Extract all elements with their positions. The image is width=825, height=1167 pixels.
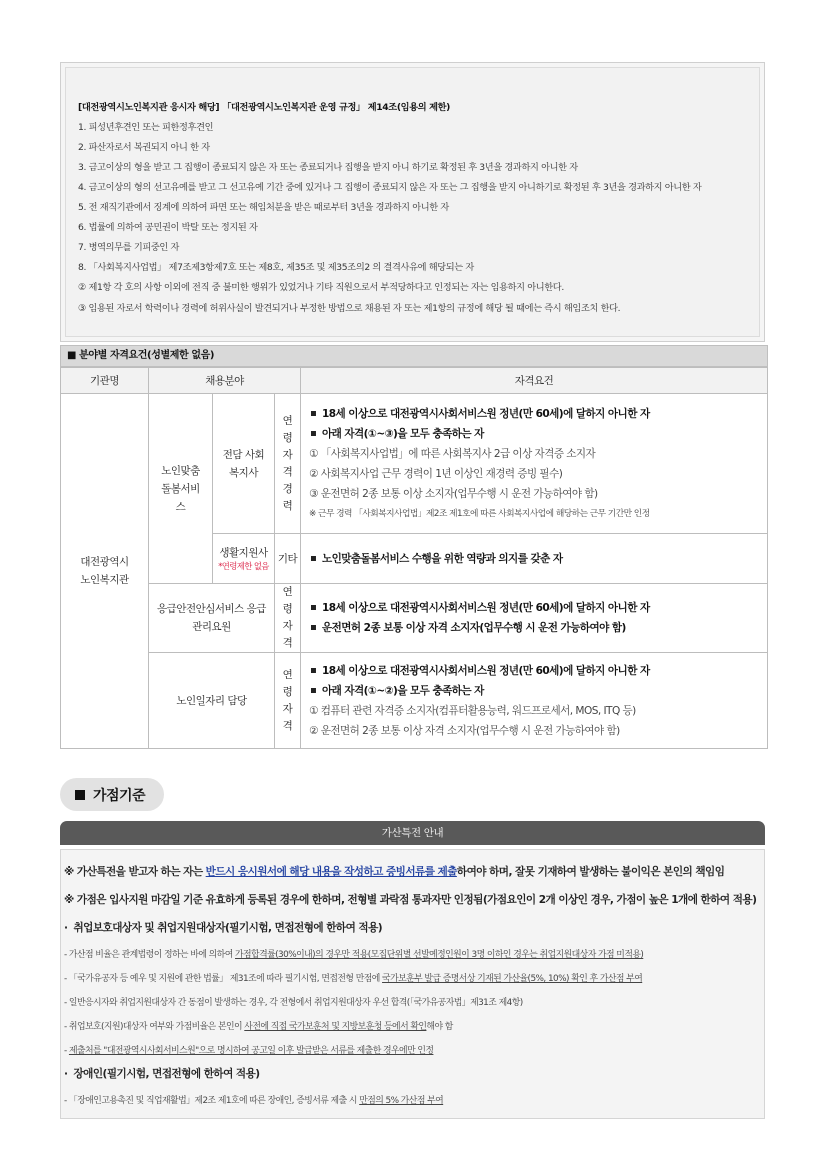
- bonus-title-bar: 가산특전 안내: [60, 821, 765, 845]
- criteria-cell: [275, 584, 301, 653]
- disqualification-item: 5. 전 재직기관에서 징계에 의하여 파면 또는 해임처분을 받은 때로부터 3년을 경과하지 아니한 자: [78, 202, 449, 213]
- bonus-line: - 「장애인고용촉진 및 직업재활법」제2조 제1호에 따른 장애인, 증빙서류 제출 시 만점의 5% 가산점 부여: [64, 1096, 444, 1106]
- disqualification-item: 6. 법률에 의하여 공민권이 박탈 또는 정지된 자: [78, 222, 258, 233]
- requirement-item: 아래 자격(①~②)을 모두 충족하는 자: [309, 681, 765, 701]
- section-header: [60, 778, 164, 811]
- bonus-line: · 장애인(필기시험, 면접전형에 한하여 적용): [64, 1066, 260, 1081]
- disqualification-heading: [대전광역시노인복지관 응시자 해당] 「대전광역시노인복지관 운영 규정」 제14조(임용의 제한): [78, 102, 450, 113]
- disqualification-item: 2. 파산자로서 복권되지 아니 한 자: [78, 142, 210, 153]
- field-social-worker: 전담 사회복지사: [222, 448, 265, 479]
- requirement-item: 아래 자격(①~③)을 모두 충족하는 자: [309, 424, 765, 444]
- section-title: 가점기준: [93, 787, 146, 804]
- requirement-item: 18세 이상으로 대전광역시사회서비스원 정년(만 60세)에 달하지 아니한 자: [309, 404, 765, 424]
- bonus-line: ※ 가점은 입사지원 마감일 기준 유효하게 등록된 경우에 한하며, 전형별 과락점 통과자만 인정됨(가점요인이 2개 이상인 경우, 가점이 높은 1개에 한하여 적용): [64, 894, 757, 906]
- header-requirements: 자격요건: [301, 368, 768, 394]
- requirement-item: ② 운전면허 2종 보통 이상 자격 소지자(업무수행 시 운전 가능하여야 함): [309, 724, 620, 737]
- square-bullet-icon: [75, 790, 85, 800]
- disqualification-item: 7. 병역의무를 기피중인 자: [78, 242, 180, 253]
- bonus-line: - 일반응시자와 취업지원대상자 간 동점이 발생하는 경우, 각 전형에서 취업지원대상자 우선 합격(「국가유공자법」제31조 제4항): [64, 998, 523, 1008]
- requirement-item: 운전면허 2종 보통 이상 자격 소지자(업무수행 시 운전 가능하여야 함): [309, 618, 765, 638]
- disqualification-item: 8. 「사회복지사업법」 제7조제3항제7호 또는 제8호, 제35조 및 제35조의2 의 결격사유에 해당되는 자: [78, 262, 474, 273]
- requirements-cell: [301, 584, 768, 653]
- qualification-caption: ■ 분야별 자격요건(성별제한 없음): [60, 345, 768, 367]
- table-row: [61, 584, 768, 653]
- requirement-item: ② 사회복지사업 근무 경력이 1년 이상인 재경력 증빙 필수): [309, 467, 563, 480]
- bonus-line: - 취업보호(지원)대상자 여부와 가점비율은 본인이 사전에 직접 국가보훈처 및 지방보훈청 등에서 확인해야 함: [64, 1022, 453, 1032]
- criteria-social-worker: 연령 자격 경력: [282, 414, 293, 512]
- disqualification-inner: [65, 67, 760, 337]
- bonus-line: · 취업보호대상자 및 취업지원대상자(필기시험, 면접전형에 한하여 적용): [64, 920, 382, 935]
- table-row: [61, 394, 768, 534]
- requirement-item: 18세 이상으로 대전광역시사회서비스원 정년(만 60세)에 달하지 아니한 자: [309, 598, 765, 618]
- table-row: [61, 653, 768, 749]
- bonus-line: - 가산점 비율은 관계법령이 정하는 바에 의하여 가점합격률(30%이내)의 경우만 적용(모집단위별 선발예정인원이 3명 이하인 경우는 취업지원대상자 가점 미적용): [64, 950, 644, 960]
- field-cell: [149, 584, 275, 653]
- bonus-line: ※ 가산특전을 받고자 하는 자는 반드시 응시원서에 해당 내용을 작성하고 증빙서류를 제출하여야 하며, 잘못 기재하여 발생하는 불이익은 본인의 책임임: [64, 866, 725, 878]
- institution-cell: [61, 394, 149, 749]
- table-header-row: [61, 368, 768, 394]
- field-life-supporter-note: *연령제한 없음: [218, 560, 269, 571]
- institution-name: 대전광역시 노인복지관: [80, 556, 129, 586]
- field-cell: [213, 394, 275, 534]
- disqualification-item: 4. 금고이상의 형의 선고유예를 받고 그 선고유예 기간 중에 있거나 그 집행이 종료되지 않은 자 또는 그 집행을 받지 아니하기로 확정된 후 3년을 경과하지 아니한 자: [78, 182, 702, 193]
- qualification-table: [60, 367, 768, 749]
- bonus-line: - 「국가유공자 등 예우 및 지원에 관한 법률」 제31조에 따라 필기시험, 면접전형 만점에 국가보훈부 발급 증명서상 기재된 가산율(5%, 10%) 확인 후 가산점 부여: [64, 974, 643, 984]
- requirement-item: ① 「사회복지사업법」에 따른 사회복지사 2급 이상 자격증 소지자: [309, 447, 596, 460]
- criteria-cell: 기타: [275, 534, 301, 584]
- requirements-cell: [301, 653, 768, 749]
- bonus-box: [60, 849, 765, 1119]
- field-cell: [213, 534, 275, 584]
- requirement-item: 노인맞춤돌봄서비스 수행을 위한 역량과 의지를 갖춘 자: [309, 549, 765, 569]
- disqualification-item: 1. 피성년후견인 또는 피한정후견인: [78, 122, 214, 133]
- field-emergency: 응급안전안심서비스 응급관리요원: [157, 603, 266, 633]
- criteria-cell: [275, 653, 301, 749]
- requirement-note: ※ 근무 경력 「사회복지사업법」제2조 제1호에 따른 사회복지사업에 해당하는 근무 기간만 인정: [309, 508, 650, 519]
- requirement-item: ③ 운전면허 2종 보통 이상 소지자(업무수행 시 운전 가능하여야 함): [309, 487, 598, 500]
- disqualification-item: 3. 금고이상의 형을 받고 그 집행이 종료되지 않은 자 또는 종료되거나 집행을 받지 아니 하기로 확정된 후 3년을 경과하지 아니한 자: [78, 162, 578, 173]
- group-cell: [149, 394, 213, 584]
- requirement-item: 18세 이상으로 대전광역시사회서비스원 정년(만 60세)에 달하지 아니한 자: [309, 661, 765, 681]
- header-field: 채용분야: [149, 368, 301, 394]
- field-life-supporter: 생활지원사: [219, 546, 268, 559]
- criteria-jobs: 연령 자격: [282, 668, 293, 732]
- disqualification-item: ③ 임용된 자로서 학력이나 경력에 허위사실이 발견되거나 부정한 방법으로 채용된 자 또는 제1항의 규정에 해당 될 때에는 즉시 해임조치 한다.: [78, 303, 621, 314]
- requirement-item: ① 컴퓨터 관련 자격증 소지자(컴퓨터활용능력, 워드프로세서, MOS, ITQ 등): [309, 704, 636, 717]
- disqualification-item: ② 제1항 각 호의 사항 이외에 전직 중 불미한 행위가 있었거나 기타 직원으로서 부적당하다고 인정되는 자는 임용하지 아니한다.: [78, 282, 564, 293]
- field-cell: 노인일자리 담당: [149, 653, 275, 749]
- header-institution: 기관명: [61, 368, 149, 394]
- requirements-cell: [301, 394, 768, 534]
- group-senior-care: 노인맞춤 돌봄서비스: [161, 464, 200, 513]
- criteria-emergency: 연령 자격: [282, 586, 293, 649]
- disqualification-box: [60, 62, 765, 342]
- criteria-cell: [275, 394, 301, 534]
- requirements-cell: [301, 534, 768, 584]
- bonus-line: - 제출처를 "대전광역시사회서비스원"으로 명시하여 공고일 이후 발급받은 서류를 제출한 경우에만 인정: [64, 1046, 434, 1056]
